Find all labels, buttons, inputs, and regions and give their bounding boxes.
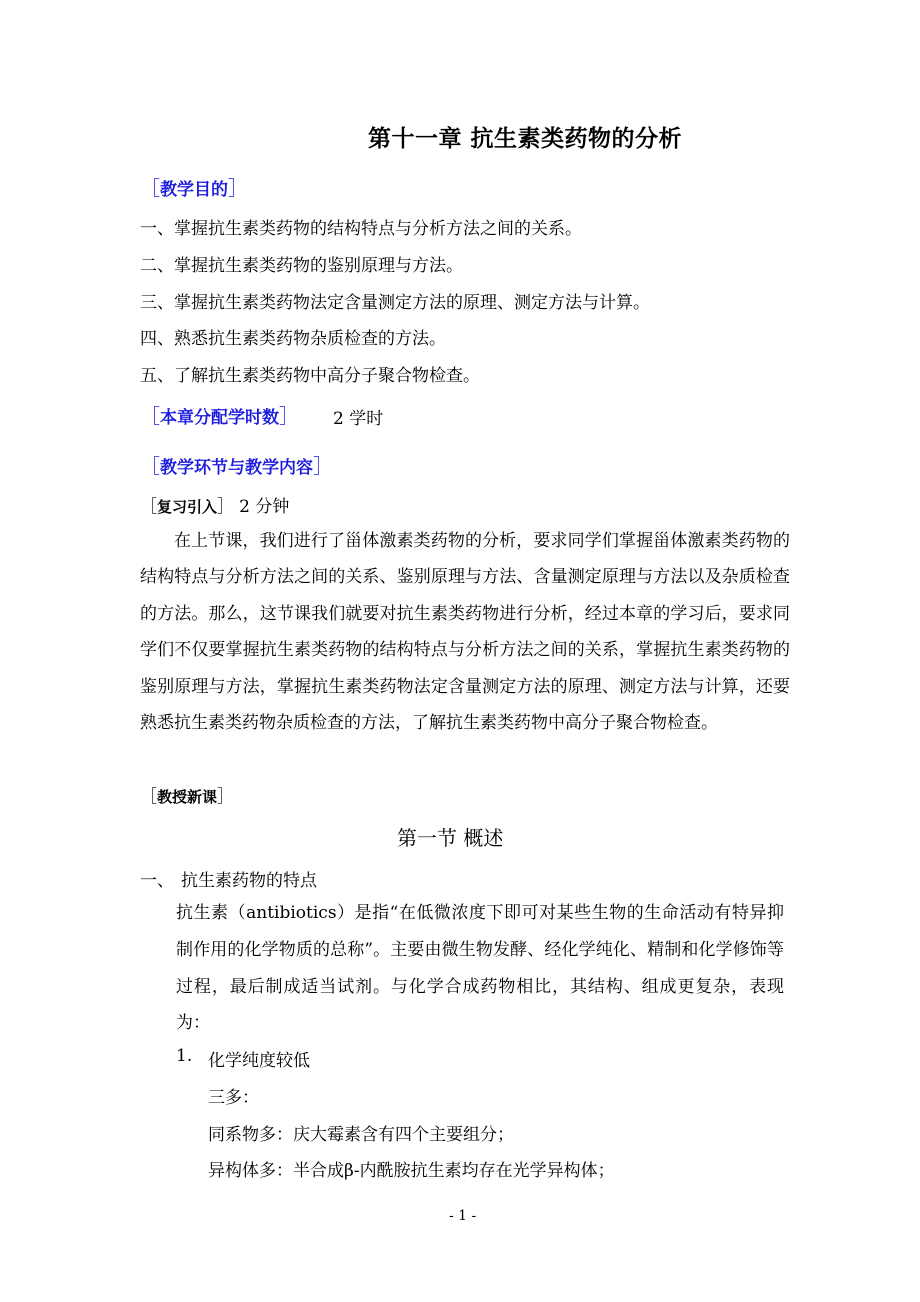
objective-item: 一、掌握抗生素类药物的结构特点与分析方法之间的关系。 [140,219,582,239]
new-lesson-heading: ［教授新课］ [140,787,235,807]
new-lesson-heading-text: 教授新课 [157,788,218,806]
review-duration: 2 分钟 [239,497,290,517]
content-heading: ［教学环节与教学内容］ [140,454,333,478]
review-paragraph-block [140,523,790,741]
objective-item: 二、掌握抗生素类药物的鉴别原理与方法。 [140,256,463,276]
page-number: - 1 - [449,1208,477,1224]
review-heading: ［复习引入］ 2 分钟 [140,497,290,517]
review-heading-text: 复习引入 [157,498,218,516]
hours-heading: ［本章分配学时数］ [140,404,299,428]
objective-item: 四、熟悉抗生素类药物杂质检查的方法。 [140,329,446,349]
objectives-heading: ［教学目的］ [140,176,248,200]
sub-line: 同系物多：庆大霉素含有四个主要组分； [208,1125,514,1145]
objective-item: 三、掌握抗生素类药物法定含量测定方法的原理、测定方法与计算。 [140,293,650,313]
page-title: 第十一章 抗生素类药物的分析 [368,126,683,152]
content-heading-text: 教学环节与教学内容 [160,458,313,478]
objectives-heading-text: 教学目的 [160,180,228,200]
sub-line: 三多： [208,1088,259,1108]
point-paragraph: 抗生素（antibiotics）是指“在低微浓度下即可对某些生物的生命活动有特异抑制作用的化学物质的总称”。主要由微生物发酵、经化学纯化、精制和化学修饰等过程，最后制成适当试剂。与化学合成药物相比，其结构、组成更复杂，表现为： [176,903,784,1034]
sub-label: 1. [176,1046,193,1066]
sub-title: 化学纯度较低 [208,1051,310,1071]
sub-line: 异构体多：半合成β-内酰胺抗生素均存在光学异构体； [208,1161,615,1181]
hours-heading-text: 本章分配学时数 [160,408,279,428]
point-title: 抗生素药物的特点 [181,871,317,891]
review-paragraph: 在上节课，我们进行了甾体激素类药物的分析，要求同学们掌握甾体激素类药物的结构特点与分析方法之间的关系、鉴别原理与方法、含量测定原理与方法以及杂质检查的方法。那么，这节课我们就要对抗生素类药物进行分析，经过本章的学习后，要求同学们不仅要掌握抗生素类药物的结构特点与分析方法之间的关系，掌握抗生素类药物的鉴别原理与方法，掌握抗生素类药物法定含量测定方法的原理、测定方法与计算，还要熟悉抗生素类药物杂质检查的方法，了解抗生素类药物中高分子聚合物检查。 [140,531,790,734]
point-number: 一、 [140,871,174,891]
section-title: 第一节 概述 [397,826,504,850]
objective-item: 五、了解抗生素类药物中高分子聚合物检查。 [140,366,480,386]
hours-value: 2 学时 [333,409,384,429]
